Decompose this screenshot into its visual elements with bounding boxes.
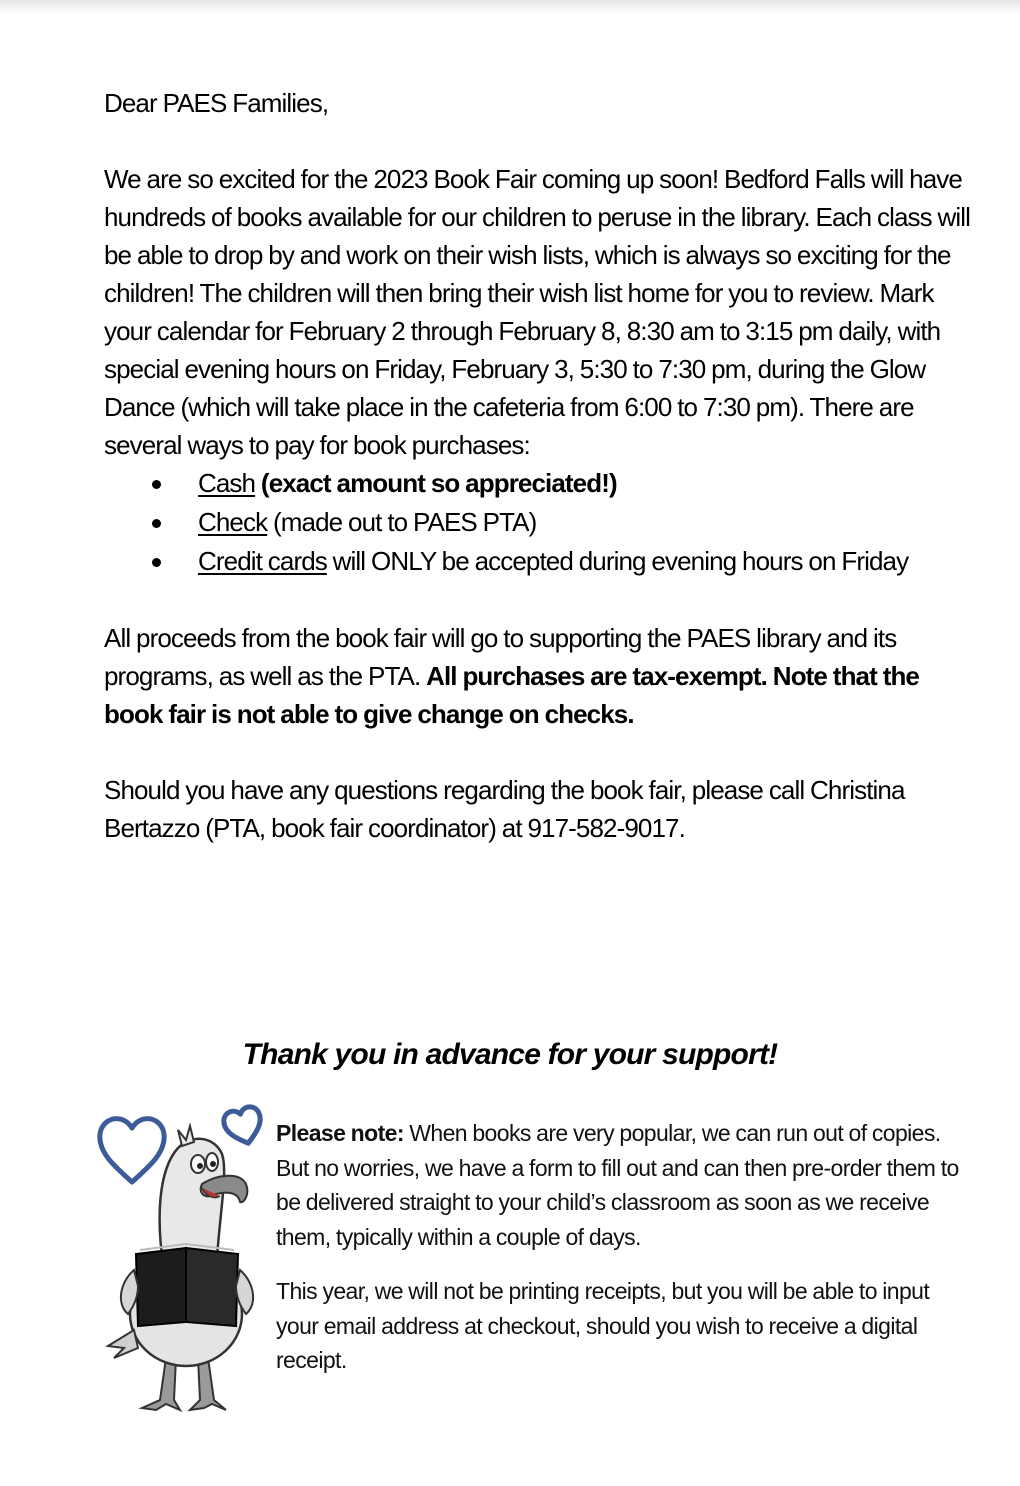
- note-label: Please note:: [276, 1120, 404, 1146]
- proceeds-text: All proceeds from the book fair will go to supporting the PAES library and its programs, as well as the PTA.: [104, 623, 897, 691]
- payment-method-name: Cash: [198, 468, 256, 498]
- greeting: Dear PAES Families,: [104, 88, 329, 118]
- payment-method-name: Check: [198, 507, 268, 537]
- page-top-shadow: [0, 0, 1020, 14]
- payment-methods-list: [104, 464, 974, 581]
- contact-paragraph: Should you have any questions regarding the book fair, please call Christina Bertazzo (PTA, book fair coordinator) at 917-582-9017.: [104, 775, 905, 843]
- bullet-icon: [152, 480, 161, 489]
- seagull-reading-illustration: [94, 1100, 274, 1420]
- bullet-icon: [152, 519, 161, 528]
- thank-you-heading: Thank you in advance for your support!: [242, 1038, 778, 1071]
- payment-method-name: Credit cards: [198, 546, 327, 576]
- payment-method-credit-cards: [104, 542, 974, 581]
- notes-section: [276, 1116, 976, 1398]
- payment-method-detail: (made out to PAES PTA): [267, 507, 537, 537]
- note-receipts: This year, we will not be printing receipts, but you will be able to input your email address at checkout, should you wish to receive a digital receipt.: [276, 1278, 930, 1373]
- heart-icon: [221, 1105, 265, 1148]
- heart-icon: [100, 1119, 164, 1182]
- payment-method-cash: [104, 464, 974, 503]
- proceeds-paragraph: [104, 619, 974, 733]
- letter-body: [104, 84, 974, 847]
- proceeds-bold-text: All purchases are tax-exempt. Note that the book fair is not able to give change on checks.: [104, 661, 919, 729]
- note-preorder: [276, 1116, 976, 1254]
- intro-paragraph: We are so excited for the 2023 Book Fair coming up soon! Bedford Falls will have hundreds of books available for our children to peruse in the library. Each class will be able to drop by and work on their wish lists, which is always so exciting for the children! The children will then bring their wish list home for you to review. Mark your calendar for February 2 through February 8, 8:30 am to 3:15 pm daily, with special evening hours on Friday, February 3, 5:30 to 7:30 pm, during the Glow Dance (which will take place in the cafeteria from 6:00 to 7:30 pm). There are several ways to pay for book purchases:: [104, 164, 971, 460]
- bullet-icon: [152, 558, 161, 567]
- payment-method-detail: (exact amount so appreciated!): [255, 468, 617, 498]
- payment-method-detail: will ONLY be accepted during evening hours on Friday: [326, 546, 909, 576]
- payment-method-check: [104, 503, 974, 542]
- note-preorder-text: When books are very popular, we can run out of copies. But no worries, we have a form to fill out and can then pre-order them to be delivered straight to your child’s classroom as soon as we receive them, typically within a couple of days.: [276, 1120, 959, 1250]
